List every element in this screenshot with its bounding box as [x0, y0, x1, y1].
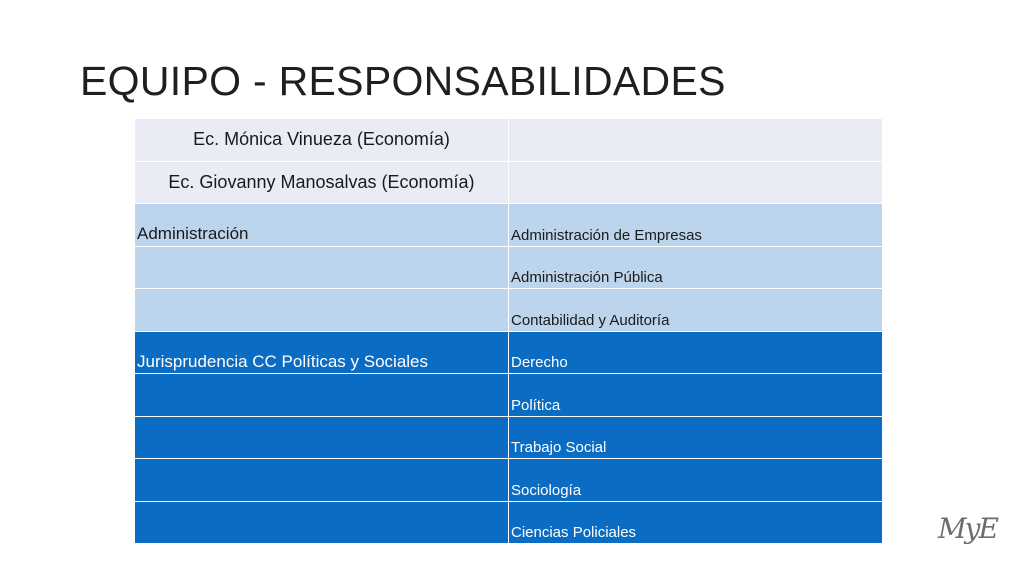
- career-cell: [509, 204, 883, 247]
- career-cell: [509, 374, 883, 417]
- career-label: Contabilidad y Auditoría: [511, 311, 670, 329]
- table-row: [135, 204, 883, 247]
- career-label: Ciencias Policiales: [511, 524, 637, 541]
- group-label: Jurisprudencia CC Políticas y Sociales: [137, 351, 429, 371]
- career-label: Derecho: [511, 354, 568, 371]
- career-label: Trabajo Social: [511, 439, 607, 456]
- person-cell: [135, 161, 509, 204]
- career-cell: [509, 501, 883, 544]
- group-label: Administración: [137, 224, 249, 243]
- career-label: Sociología: [511, 481, 582, 499]
- table-row: [135, 161, 883, 204]
- empty-cell: [135, 246, 509, 289]
- career-label: Administración de Empresas: [511, 226, 702, 244]
- group-cell: [135, 204, 509, 247]
- career-cell: [509, 331, 883, 374]
- table-row: [135, 416, 883, 459]
- career-label: Política: [511, 396, 561, 414]
- empty-cell: [509, 161, 883, 204]
- group-cell: [135, 331, 509, 374]
- slide-title: EQUIPO - RESPONSABILIDADES: [80, 58, 726, 104]
- empty-cell: [135, 289, 509, 332]
- career-cell: [509, 459, 883, 502]
- career-cell: [509, 289, 883, 332]
- table-row: [135, 331, 883, 374]
- empty-cell: [509, 119, 883, 162]
- logo-monogram: MyE: [938, 512, 997, 545]
- table-row: [135, 119, 883, 162]
- responsibilities-table: [134, 118, 883, 544]
- table-row: [135, 501, 883, 544]
- empty-cell: [135, 501, 509, 544]
- career-cell: [509, 246, 883, 289]
- person-cell: [135, 119, 509, 162]
- career-cell: [509, 416, 883, 459]
- person-name: Ec. Mónica Vinueza (Economía): [193, 129, 450, 150]
- empty-cell: [135, 459, 509, 502]
- table-row: [135, 459, 883, 502]
- empty-cell: [135, 416, 509, 459]
- table-row: [135, 374, 883, 417]
- table-row: [135, 289, 883, 332]
- career-label: Administración Pública: [511, 269, 663, 286]
- empty-cell: [135, 374, 509, 417]
- person-name: Ec. Giovanny Manosalvas (Economía): [168, 171, 475, 192]
- table-row: [135, 246, 883, 289]
